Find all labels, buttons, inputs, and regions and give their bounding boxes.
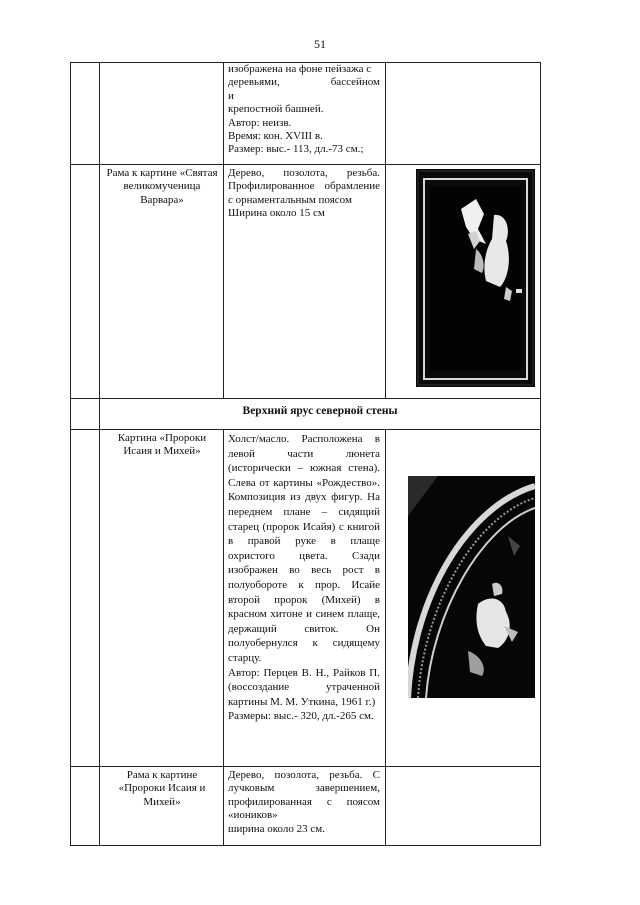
width-line: ширина около 23 см.: [228, 822, 325, 835]
column-divider: [385, 62, 386, 399]
row1-description: [228, 63, 380, 157]
lunette-painting-image: [408, 476, 535, 698]
table-border-bottom: [70, 845, 540, 846]
column-divider: [385, 429, 386, 846]
column-divider: [99, 62, 100, 846]
size-line: Размер: выс.- 113, дл.-73 см.;: [228, 143, 364, 156]
framed-painting-image: [416, 169, 535, 387]
row-divider: [70, 164, 540, 165]
row-divider: [70, 429, 540, 430]
author-line: Автор: неизв.: [228, 116, 292, 129]
description-line-text: деревьями, бассейном и: [228, 76, 380, 102]
row2-description: [228, 167, 380, 221]
description-text: Дерево, позолота, резьба. Профилированное обрамление с орнаментальным поясом: [228, 167, 380, 206]
framed-painting-photo: [416, 169, 535, 387]
description-line: [228, 76, 380, 103]
width-line: Ширина около 15 см: [228, 207, 325, 220]
size-line: Размеры: выс.- 320, дл.-265 см.: [228, 710, 374, 723]
row4-item-name: Картина «Пророки Исаия и Михей»: [117, 432, 207, 458]
description-line: крепостной башней.: [228, 103, 324, 116]
lunette-painting-photo: [408, 476, 535, 698]
row-divider: [70, 766, 540, 767]
page-number: 51: [314, 37, 326, 51]
author-line: Автор: Перцев В. Н., Райков П. (воссоздание утраченной картины М. М. Уткина, 1961 г.): [228, 666, 380, 708]
description-text: Дерево, позолота, резьба. С лучковым завершением, профилированная с поясом «иоников»: [228, 769, 380, 822]
row5-item-name: Рама к картине «Пророки Исаия и Михей»: [118, 769, 206, 808]
row-divider: [70, 398, 540, 399]
date-line: Время: кон. XVIII в.: [228, 130, 323, 143]
description-text: Холст/масло. Расположена в левой части люнета (исторически – южная стена). Слева от картины «Рождество». Композиция из двух фигур. На переднем плане – сидящий старец (пророк Исайя) с книгой в правой руке в плаще охристого цвета. Сзади изображен во весь рост в полуобороте к прор. Исайе второй пророк (Михей) в красном хитоне и синем плаще, держащий свиток. Он полуобернулся к сидящему старцу.: [228, 433, 380, 664]
column-divider: [223, 429, 224, 846]
section-title: Верхний ярус северной стены: [242, 405, 398, 417]
row2-item-name: Рама к картине «Святая великомученица Варвара»: [106, 167, 218, 206]
row4-description: [228, 432, 380, 724]
column-divider: [223, 62, 224, 399]
table-border-right: [540, 62, 541, 846]
description-line: изображена на фоне пейзажа с: [228, 63, 372, 75]
table-border-left: [70, 62, 71, 846]
row5-description: [228, 769, 380, 836]
